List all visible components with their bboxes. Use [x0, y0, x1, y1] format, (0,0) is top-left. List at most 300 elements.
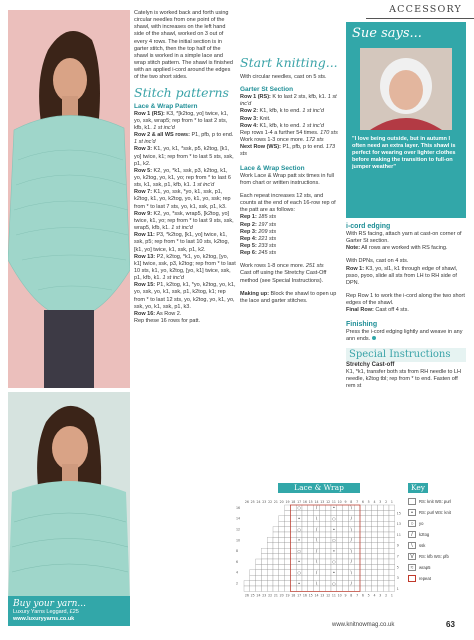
chart-cell: [273, 586, 279, 591]
chart-cell: [343, 559, 349, 564]
chart-cell: [377, 548, 383, 553]
chart-symbol: \: [315, 559, 318, 565]
chart-cell: [372, 575, 378, 580]
chart-cell: [366, 516, 372, 521]
chart-cell: [302, 537, 308, 542]
chart-cell: [389, 521, 395, 526]
chart-cell: [337, 581, 343, 586]
pattern-row: Row 4: K1, kfb, k to end. 1 st inc'd: [240, 122, 324, 129]
pattern-row: Row 16: As Row 2.: [134, 310, 182, 317]
section-title: ACCESSORY: [389, 4, 462, 15]
chart-cell: [279, 554, 285, 559]
chart-cell: [389, 548, 395, 553]
chart-cell: [314, 554, 320, 559]
chart-row-number: 3: [396, 576, 399, 581]
finishing-heading: Finishing: [346, 320, 378, 328]
chart-column-number: 18: [291, 593, 296, 598]
chart-cell: [354, 537, 360, 542]
chart-cell: [314, 510, 320, 515]
chart-cell: [290, 516, 296, 521]
chart-cell: [337, 521, 343, 526]
chart-cell: [244, 581, 250, 586]
chart-cell: [273, 543, 279, 548]
chart-column-number: 17: [297, 500, 302, 504]
chart-cell: [285, 586, 291, 591]
chart-cell: [377, 510, 383, 515]
chart-cell: [343, 564, 349, 569]
chart-cell: [302, 505, 308, 510]
chart-symbol: /: [350, 559, 352, 565]
chart-cell: [337, 527, 343, 532]
chart-cell: [279, 521, 285, 526]
chart-cell: [360, 532, 366, 537]
chart-cell: [314, 543, 320, 548]
chart-cell: [360, 581, 366, 586]
chart-column-number: 10: [337, 500, 342, 504]
chart-cell: [261, 559, 267, 564]
chart-cell: [261, 575, 267, 580]
chart-cell: [296, 543, 302, 548]
chart-cell: [319, 554, 325, 559]
chart-cell: [261, 554, 267, 559]
chart-cell: [377, 505, 383, 510]
chart-cell: [319, 570, 325, 575]
chart-cell: [279, 586, 285, 591]
chart-cell: [337, 516, 343, 521]
chart-cell: [372, 521, 378, 526]
chart-cell: [366, 548, 372, 553]
pattern-row: Row 5: K2, yo, *k1, ssk, p3, k2tog, k1, yo, k2tog, yo, k1, yo; rep from * to last 6 sts, k1, ssk, p1, kfb, k1. 1 st inc'd: [134, 167, 231, 189]
chart-cell: [290, 548, 296, 553]
chart-cell: [261, 570, 267, 575]
chart-column-number: 8: [350, 500, 353, 504]
key-swatch: [408, 498, 416, 505]
chart-cell: [308, 516, 314, 521]
chart-cell: [285, 554, 291, 559]
chart-cell: [319, 559, 325, 564]
chart-cell: [285, 527, 291, 532]
chart-cell: [285, 581, 291, 586]
chart-cell: [337, 559, 343, 564]
repeat-count: Rep 1: 185 sts: [240, 214, 277, 221]
key-item: [408, 562, 470, 573]
chart-cell: [377, 537, 383, 542]
icord-p1: With RS facing, attach yarn at cast-on corner of Garter St section.: [346, 231, 462, 245]
chart-symbol: ○: [332, 559, 336, 565]
footer-url[interactable]: www.knitnowmag.co.uk: [332, 622, 395, 628]
repeat-line: Rep rows 1-4 a further 54 times. 170 sts: [240, 129, 338, 136]
key-label: repeat: [419, 576, 431, 581]
chart-column-number: 8: [350, 593, 353, 598]
chart-symbol: ○: [332, 580, 336, 586]
chart-cell: [325, 537, 331, 542]
chart-cell: [319, 564, 325, 569]
chart-cell: [273, 564, 279, 569]
chart-symbol: /: [350, 537, 352, 543]
icord-p2: With DPNs, cast on 4 sts.: [346, 258, 409, 265]
chart-cell: [337, 586, 343, 591]
pattern-row: Row 1 (RS): K to last 2 sts, kfb, k1. 1 st inc'd: [240, 94, 337, 108]
start-knitting-heading: Start knitting...: [240, 55, 338, 70]
chart-column-number: 13: [320, 593, 325, 598]
garter-heading: Garter St Section: [240, 86, 294, 94]
chart-cell: [348, 532, 354, 537]
lace-wrap-chart: [234, 496, 404, 608]
chart-cell: [360, 527, 366, 532]
key-label: RS: knit WS: purl: [419, 499, 451, 504]
chart-cell: [250, 581, 256, 586]
chart-column-number: 21: [273, 500, 278, 504]
chart-cell: [331, 554, 337, 559]
key-item: [408, 551, 470, 562]
chart-cell: [372, 505, 378, 510]
chart-cell: [273, 559, 279, 564]
chart-cell: [372, 548, 378, 553]
chart-cell: [389, 581, 395, 586]
chart-cell: [383, 575, 389, 580]
repeat-count: Rep 2: 197 sts: [240, 221, 277, 228]
chart-row-number: 15: [396, 511, 401, 516]
chart-row-number: 16: [236, 505, 241, 510]
chart-cell: [273, 575, 279, 580]
chart-row-number: 12: [236, 527, 241, 532]
key-swatch: [408, 575, 416, 582]
cast-off-text: Cast off using the Stretchy Cast-Off method (see Special Instructions).: [240, 270, 327, 284]
stitch-patterns-heading: Stitch patterns: [134, 84, 229, 100]
chart-cell: [308, 586, 314, 591]
making-up-text: Making up: Block the shawl to open up the lace and garter stitches.: [240, 290, 337, 304]
chart-cell: [360, 548, 366, 553]
chart-column-number: 12: [326, 500, 331, 504]
chart-cell: [354, 586, 360, 591]
chart-row-number: 7: [396, 554, 399, 559]
chart-cell: [319, 521, 325, 526]
chart-cell: [290, 581, 296, 586]
chart-cell: [360, 570, 366, 575]
chart-cell: [360, 516, 366, 521]
chart-cell: [389, 559, 395, 564]
chart-cell: [279, 516, 285, 521]
chart-cell: [302, 527, 308, 532]
chart-cell: [337, 548, 343, 553]
key-label: RS: purl WS: knit: [419, 510, 451, 515]
chart-cell: [389, 586, 395, 591]
chart-cell: [377, 543, 383, 548]
chart-cell: [331, 521, 337, 526]
chart-cell: [389, 570, 395, 575]
chart-symbol: /: [315, 505, 318, 511]
chart-cell: [366, 564, 372, 569]
chart-column-number: 11: [331, 593, 336, 598]
key-item: [408, 496, 470, 507]
chart-cell: [377, 586, 383, 591]
chart-cell: [285, 537, 291, 542]
chart-cell: [285, 532, 291, 537]
chart-symbol: ○: [297, 570, 301, 575]
chart-cell: [285, 548, 291, 553]
chart-cell: [377, 532, 383, 537]
icord-final: Final Row: Cast off 4 sts.: [346, 307, 409, 314]
chart-cell: [250, 570, 256, 575]
chart-symbol: \: [315, 537, 318, 543]
chart-cell: [279, 581, 285, 586]
lace-wrap-subheading: Lace & Wrap Pattern: [134, 102, 198, 110]
chart-cell: [372, 527, 378, 532]
chart-cell: [366, 575, 372, 580]
chart-cell: [325, 521, 331, 526]
chart-cell: [302, 554, 308, 559]
chart-cell: [354, 554, 360, 559]
chart-column-number: 12: [326, 593, 331, 598]
chart-cell: [348, 543, 354, 548]
chart-cell: [290, 575, 296, 580]
buy-yarn-url[interactable]: www.luxuryyarns.co.uk: [13, 616, 75, 622]
chart-cell: [372, 570, 378, 575]
chart-cell: [331, 564, 337, 569]
chart-cell: [267, 586, 273, 591]
chart-row-number: 10: [236, 538, 241, 543]
chart-cell: [308, 554, 314, 559]
pattern-rows: [134, 111, 236, 319]
chart-cell: [290, 537, 296, 542]
chart-cell: [383, 586, 389, 591]
chart-cell: [325, 527, 331, 532]
chart-symbol: /: [350, 580, 352, 586]
chart-cell: [302, 510, 308, 515]
section-header: [362, 4, 474, 20]
chart-cell: [302, 559, 308, 564]
chart-cell: [343, 543, 349, 548]
chart-cell: [308, 537, 314, 542]
chart-cell: [348, 510, 354, 515]
chart-cell: [267, 581, 273, 586]
chart-cell: [319, 527, 325, 532]
chart-cell: [337, 532, 343, 537]
chart-symbol: \: [350, 526, 352, 532]
chart-cell: [279, 543, 285, 548]
buy-yarn-box: [8, 596, 130, 626]
chart-cell: [348, 554, 354, 559]
chart-cell: [360, 543, 366, 548]
icord-p3: Rep Row 1 to work the i-cord along the two short edges of the shawl.: [346, 293, 465, 307]
chart-column-number: 25: [250, 500, 255, 504]
chart-cell: [343, 537, 349, 542]
intro-paragraph: Catelyn is worked back and forth using circular needles from one point of the shawl, with increases on the left hand side of the shawl, worked on 3 out of every 4 rows. The initial section is in garter stitch, then the top half of the shawl is worked in a simple lace and wrap stitch pattern. The shawl is finished with an applied i-cord around the edges of the two short sides.: [134, 10, 233, 81]
chart-cell: [377, 564, 383, 569]
chart-cell: [290, 559, 296, 564]
chart-cell: [354, 570, 360, 575]
chart-cell: [377, 559, 383, 564]
chart-row-number: 9: [396, 543, 399, 548]
chart-cell: [343, 521, 349, 526]
chart-column-number: 24: [256, 500, 261, 504]
chart-symbol: ○: [332, 537, 336, 543]
chart-cell: [256, 570, 262, 575]
chart-column-number: 20: [279, 593, 284, 598]
chart-cell: [279, 575, 285, 580]
lace-section-heading: Lace & Wrap Section: [240, 164, 305, 172]
chart-cell: [360, 521, 366, 526]
chart-cell: [325, 570, 331, 575]
chart-cell: [377, 521, 383, 526]
chart-cell: [383, 564, 389, 569]
key-swatch: •: [408, 509, 416, 516]
chart-cell: [366, 570, 372, 575]
chart-cell: [296, 521, 302, 526]
chart-cell: [372, 537, 378, 542]
chart-column-number: 22: [268, 593, 273, 598]
chart-cell: [267, 554, 273, 559]
chart-cell: [296, 564, 302, 569]
chart-cell: [279, 532, 285, 537]
chart-cell: [261, 564, 267, 569]
chart-cell: [319, 575, 325, 580]
chart-cell: [250, 575, 256, 580]
chart-symbol: \: [315, 516, 318, 521]
chart-cell: [285, 559, 291, 564]
chart-column-number: 26: [244, 500, 249, 504]
finish-line: Work rows 1-8 once more. 251 sts: [240, 263, 324, 270]
chart-cell: [372, 586, 378, 591]
chart-column-number: 1: [390, 593, 393, 598]
chart-column-number: 25: [250, 593, 255, 598]
chart-cell: [389, 537, 395, 542]
chart-cell: [343, 554, 349, 559]
chart-symbol: \: [350, 548, 352, 554]
chart-symbol: ○: [297, 548, 301, 554]
chart-cell: [337, 505, 343, 510]
chart-cell: [372, 516, 378, 521]
chart-row-number: 2: [236, 581, 239, 586]
model-photo-top: [8, 10, 130, 388]
icord-heading: i-cord edging: [346, 223, 391, 230]
lace-intro: Work Lace & Wrap patt six times in full from chart or written instructions.: [240, 172, 334, 186]
stretchy-heading: Stretchy Cast-off: [346, 361, 395, 368]
chart-column-number: 18: [291, 500, 296, 504]
pattern-row: Row 9: K2, yo, *ssk, wrap5, [k2tog, yo] twice, k1, yo; rep from * to last 9 sts, ssk, wrap5, kfb, k1. 1 st inc'd: [134, 210, 234, 232]
sue-portrait: [360, 48, 452, 130]
chart-cell: [377, 527, 383, 532]
sue-says-heading: Sue says...: [352, 26, 422, 41]
chart-row-number: 5: [396, 565, 399, 570]
chart-symbol: ○: [297, 526, 301, 532]
chart-cell: [348, 564, 354, 569]
chart-cell: [256, 575, 262, 580]
special-instructions-heading: Special Instructions: [346, 348, 466, 362]
chart-cell: [360, 575, 366, 580]
chart-cell: [302, 575, 308, 580]
chart-row-number: 14: [236, 516, 241, 521]
chart-column-number: 7: [356, 500, 359, 504]
chart-cell: [302, 564, 308, 569]
chart-column-number: 22: [268, 500, 273, 504]
chart-cell: [343, 532, 349, 537]
chart-cell: [261, 586, 267, 591]
chart-cell: [319, 516, 325, 521]
chart-column-number: 1: [390, 500, 393, 504]
chart-cell: [366, 532, 372, 537]
icord-note: Note: All rows are worked with RS facing.: [346, 245, 448, 252]
chart-cell: [279, 537, 285, 542]
chart-symbol: •: [332, 505, 336, 511]
chart-cell: [319, 510, 325, 515]
chart-cell: [337, 510, 343, 515]
pattern-row: Row 13: P2, k2tog, *k1, yo, k2tog, [yo, k1] twice, ssk, p3, k2tog; rep from * to last 10 sts, k1, yo, k2tog, [yo, k1] twice, ssk, p1, kfb, k1. 1 st inc'd: [134, 253, 236, 282]
chart-symbol: /: [315, 548, 318, 554]
key-swatch: V: [408, 553, 416, 560]
chart-column-number: 14: [314, 593, 319, 598]
chart-cell: [302, 521, 308, 526]
chart-cell: [290, 510, 296, 515]
chart-cell: [319, 537, 325, 542]
chart-cell: [273, 581, 279, 586]
chart-cell: [377, 570, 383, 575]
chart-cell: [285, 570, 291, 575]
chart-cell: [389, 554, 395, 559]
chart-cell: [308, 505, 314, 510]
chart-cell: [383, 554, 389, 559]
chart-cell: [308, 543, 314, 548]
chart-cell: [279, 570, 285, 575]
next-row-line: Next Row (WS): P1, pfb, p to end. 173 sts: [240, 144, 336, 158]
chart-row-number: 4: [236, 570, 239, 575]
chart-cell: [331, 532, 337, 537]
chart-column-number: 4: [373, 593, 376, 598]
chart-cell: [285, 521, 291, 526]
chart-symbol: •: [297, 559, 301, 565]
pattern-row: Row 2 & all WS rows: P1, pfb, p to end. 1 st inc'd: [134, 132, 234, 146]
chart-cell: [360, 559, 366, 564]
chart-cell: [343, 581, 349, 586]
chart-cell: [354, 510, 360, 515]
chart-cell: [354, 505, 360, 510]
chart-cell: [296, 510, 302, 515]
chart-cell: [267, 537, 273, 542]
chart-cell: [285, 510, 291, 515]
lace-wrap-chart-tab: Lace & Wrap: [278, 483, 360, 493]
chart-symbol: •: [332, 548, 336, 554]
chart-cell: [337, 575, 343, 580]
key-swatch: /: [408, 531, 416, 538]
chart-cell: [343, 516, 349, 521]
chart-cell: [285, 575, 291, 580]
chart-column-number: 6: [361, 593, 364, 598]
chart-cell: [383, 505, 389, 510]
chart-cell: [383, 559, 389, 564]
chart-cell: [302, 516, 308, 521]
chart-cell: [285, 516, 291, 521]
chart-column-number: 7: [356, 593, 359, 598]
chart-cell: [273, 532, 279, 537]
buy-yarn-title: Buy your yarn...: [13, 599, 86, 609]
chart-cell: [290, 564, 296, 569]
chart-cell: [319, 581, 325, 586]
chart-cell: [383, 516, 389, 521]
chart-cell: [256, 564, 262, 569]
key-item: [408, 529, 470, 540]
chart-cell: [256, 581, 262, 586]
chart-cell: [383, 527, 389, 532]
chart-cell: [325, 548, 331, 553]
chart-row-number: 13: [396, 522, 401, 527]
chart-cell: [354, 548, 360, 553]
chart-cell: [366, 559, 372, 564]
chart-cell: [302, 581, 308, 586]
chart-cell: [383, 537, 389, 542]
chart-column-number: 23: [262, 593, 267, 598]
chart-symbol: /: [315, 526, 318, 532]
sue-quote: "I love being outside, but in autumn I often need an extra layer. This shawl is perfect for wearing over lighter clothes before making the transition to full-on jumper weather": [352, 136, 456, 170]
